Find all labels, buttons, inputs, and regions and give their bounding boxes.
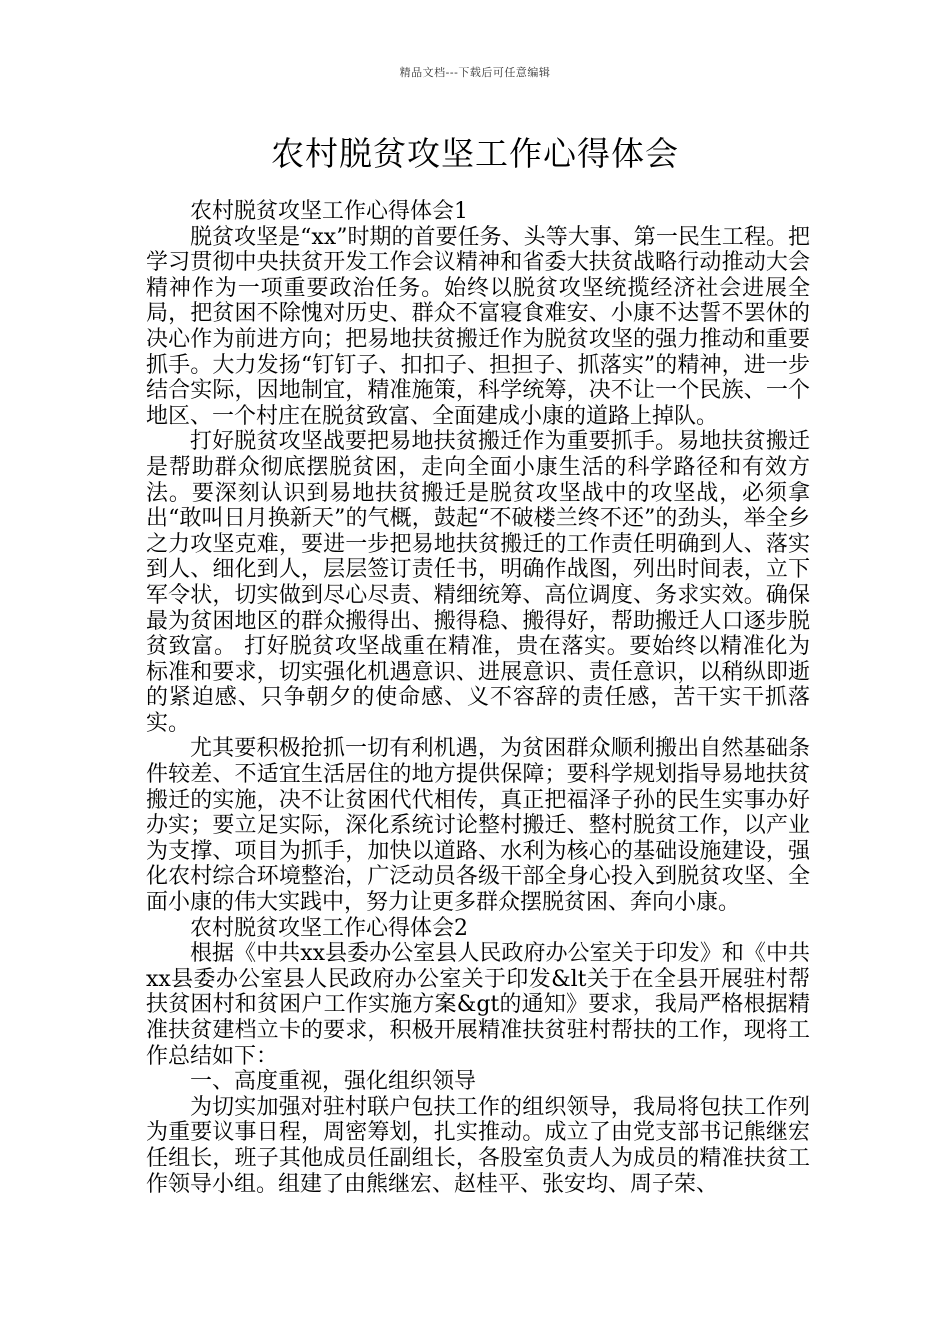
paragraph: 为切实加强对驻村联户包扶工作的组织领导，我局将包扶工作列为重要议事日程，周密筹划，扎实推动。成立了由党支部书记熊继宏任组长，班子其他成员任副组长，各股室负责人为成员的精准扶贫工作领导小组。组建了由熊继宏、赵桂平、张安均、周子荣、 <box>146 1094 810 1197</box>
paragraph: 根据《中共xx县委办公室县人民政府办公室关于印发》和《中共xx县委办公室县人民政府办公室关于印发&lt关于在全县开展驻村帮扶贫困村和贫困户工作实施方案&gt的通知》要求，我局严格根据精准扶贫建档立卡的要求，积极开展精准扶贫驻村帮扶的工作，现将工作总结如下： <box>146 941 810 1069</box>
document-body <box>146 199 810 1197</box>
paragraph: 尤其要积极抢抓一切有利机遇，为贫困群众顺利搬出自然基础条件较差、不适宜生活居住的地方提供保障；要科学规划指导易地扶贫搬迁的实施，决不让贫困代代相传，真正把福泽子孙的民生实事办好办实；要立足实际，深化系统讨论整村搬迁、整村脱贫工作，以产业为支撑、项目为抓手，加快以道路、水利为核心的基础设施建设，强化农村综合环境整治，广泛动员各级干部全身心投入到脱贫攻坚、全面小康的伟大实践中，努力让更多群众摆脱贫困、奔向小康。 <box>146 736 810 916</box>
paragraph: 打好脱贫攻坚战要把易地扶贫搬迁作为重要抓手。易地扶贫搬迁是帮助群众彻底摆脱贫困，走向全面小康生活的科学路径和有效方法。要深刻认识到易地扶贫搬迁是脱贫攻坚战中的攻坚战，必须拿出“敢叫日月换新天”的气概，鼓起“不破楼兰终不还”的劲头，举全乡之力攻坚克难，要进一步把易地扶贫搬迁的工作责任明确到人、落实到人、细化到人，层层签订责任书，明确作战图，列出时间表，立下军令状，切实做到尽心尽责、精细统筹、高位调度、务求实效。确保最为贫困地区的群众搬得出、搬得稳、搬得好，帮助搬迁人口逐步脱贫致富。 打好脱贫攻坚战重在精准，贵在落实。要始终以精准化为标准和要求，切实强化机遇意识、进展意识、责任意识，以稍纵即逝的紧迫感、只争朝夕的使命感、义不容辞的责任感，苦干实干抓落实。 <box>146 429 810 736</box>
subheading: 一、高度重视，强化组织领导 <box>190 1069 477 1095</box>
document-title: 农村脱贫攻坚工作心得体会 <box>271 134 679 173</box>
paragraph: 脱贫攻坚是“xx”时期的首要任务、头等大事、第一民生工程。把学习贯彻中央扶贫开发工作会议精神和省委大扶贫战略行动推动大会精神作为一项重要政治任务。始终以脱贫攻坚统揽经济社会进展全局，把贫困不除愧对历史、群众不富寝食难安、小康不达誓不罢休的决心作为前进方向；把易地扶贫搬迁作为脱贫攻坚的强力推动和重要抓手。大力发扬“钉钉子、扣扣子、担担子、抓落实”的精神，进一步结合实际，因地制宜，精准施策，科学统筹，决不让一个民族、一个地区、一个村庄在脱贫致富、全面建成小康的道路上掉队。 <box>146 224 810 429</box>
section-heading-2: 农村脱贫攻坚工作心得体会2 <box>190 915 468 941</box>
header-note: 精品文档---下载后可任意编辑 <box>399 66 551 79</box>
section-heading-1: 农村脱贫攻坚工作心得体会1 <box>190 199 468 224</box>
